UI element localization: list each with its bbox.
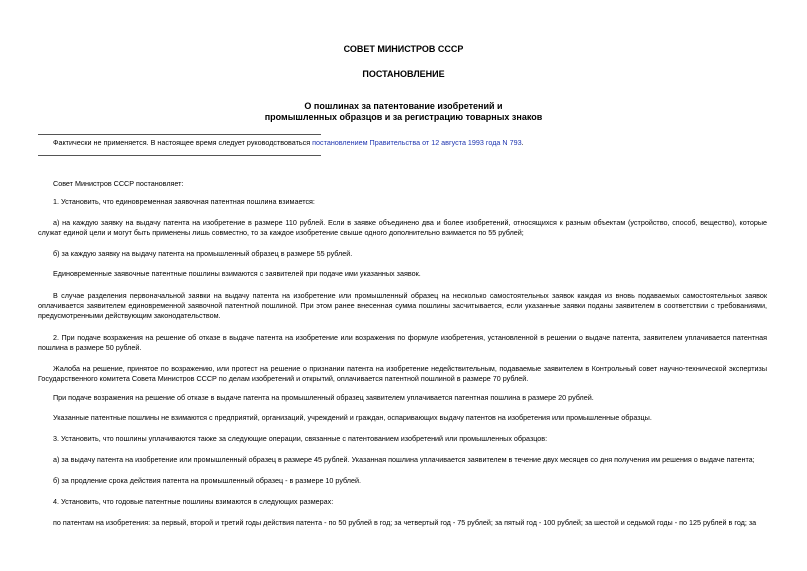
paragraph-4: 4. Установить, что годовые патентные пошлины взимаются в следующих размерах: — [53, 497, 334, 506]
paragraph-3b: б) за продление срока действия патента на промышленный образец - в размере 10 рублей. — [53, 476, 362, 485]
paragraph-1a: а) на каждую заявку на выдачу патента на изобретение в размере 110 рублей. Если в заявке объединено два и более изобретений, относящихся к разным объектам (устройство, способ, вещество), которые служат единой цели и могут быть применены лишь совместно, то за каждое изобретение свыше одного дополнительно взимается по 55 рублей; — [38, 218, 767, 237]
paragraph-4a: по патентам на изобретения: за первый, второй и третий годы действия патента - по 50 рублей в год; за четвертый год - 75 рублей; за пятый год - 100 рублей; за шестой и седьмой годы - по 125 рублей в год; за — [53, 518, 757, 527]
applicability-note — [38, 138, 767, 148]
note-text: Фактически не применяется. В настоящее время следует руководствоваться — [53, 138, 313, 147]
note-bottom-rule — [38, 155, 321, 156]
paragraph-1c: Единовременные заявочные патентные пошлины взимаются с заявителей при подаче ими указанных заявок. — [53, 269, 421, 278]
paragraph-3: 3. Установить, что пошлины уплачиваются также за следующие операции, связанные с патентованием изобретений или промышленных образцов: — [53, 434, 548, 443]
paragraph-2b: При подаче возражения на решение об отказе в выдаче патента на промышленный образец заявителем уплачивается патентная пошлина в размере 20 рублей. — [53, 393, 594, 402]
doc-type-heading: ПОСТАНОВЛЕНИЕ — [362, 69, 445, 79]
paragraph-intro: Совет Министров СССР постановляет: — [53, 179, 184, 188]
paragraph-3a: а) за выдачу патента на изобретение или промышленный образец в размере 45 рублей. Указанная пошлина уплачивается заявителем в течение двух месяцев со дня получения им решения о выдаче патента; — [53, 455, 755, 464]
note-top-rule — [38, 134, 321, 135]
title-line-1: О пошлинах за патентование изобретений и — [304, 101, 503, 111]
paragraph-2: 2. При подаче возражения на решение об отказе в выдаче патента на изобретение или возражения по формуле изобретения, установленной в решении о выдаче патента, заявителем уплачивается патентная пошлина в размере 50 рублей. — [38, 333, 767, 352]
resolution-link[interactable]: постановлением Правительства от 12 августа 1993 года N 793 — [312, 138, 522, 147]
council-heading: СОВЕТ МИНИСТРОВ СССР — [343, 44, 464, 54]
paragraph-2a: Жалоба на решение, принятое по возражению, или протест на решение о признании патента на изобретение недействительным, подаваемые заявителем в Контрольный совет научно-технической экспертизы Государственного комитета Совета Министров СССР по делам изобретений и открытий, оплачивается патентной пошлиной в размере 70 рублей. — [38, 364, 767, 383]
paragraph-2c: Указанные патентные пошлины не взимаются с предприятий, организаций, учреждений и граждан, оспаривающих выдачу патентов на изобретения или промышленные образцы. — [53, 413, 652, 422]
paragraph-1d: В случае разделения первоначальной заявки на выдачу патента на изобретение или промышленный образец на несколько самостоятельных заявок каждая из вновь подаваемых самостоятельных заявок оплачивается заявителем единовременной заявочной патентной пошлиной. При этом ранее внесенная сумма пошлины засчитывается, если указанные заявки поданы заявителем в соответствии с требованиями, предусмотренными действующим законодательством. — [38, 291, 767, 320]
paragraph-1b: б) за каждую заявку на выдачу патента на промышленный образец в размере 55 рублей. — [53, 249, 353, 258]
note-end: . — [521, 138, 524, 147]
title-line-2: промышленных образцов и за регистрацию товарных знаков — [264, 112, 543, 122]
paragraph-1: 1. Установить, что единовременная заявочная патентная пошлина взимается: — [53, 197, 315, 206]
